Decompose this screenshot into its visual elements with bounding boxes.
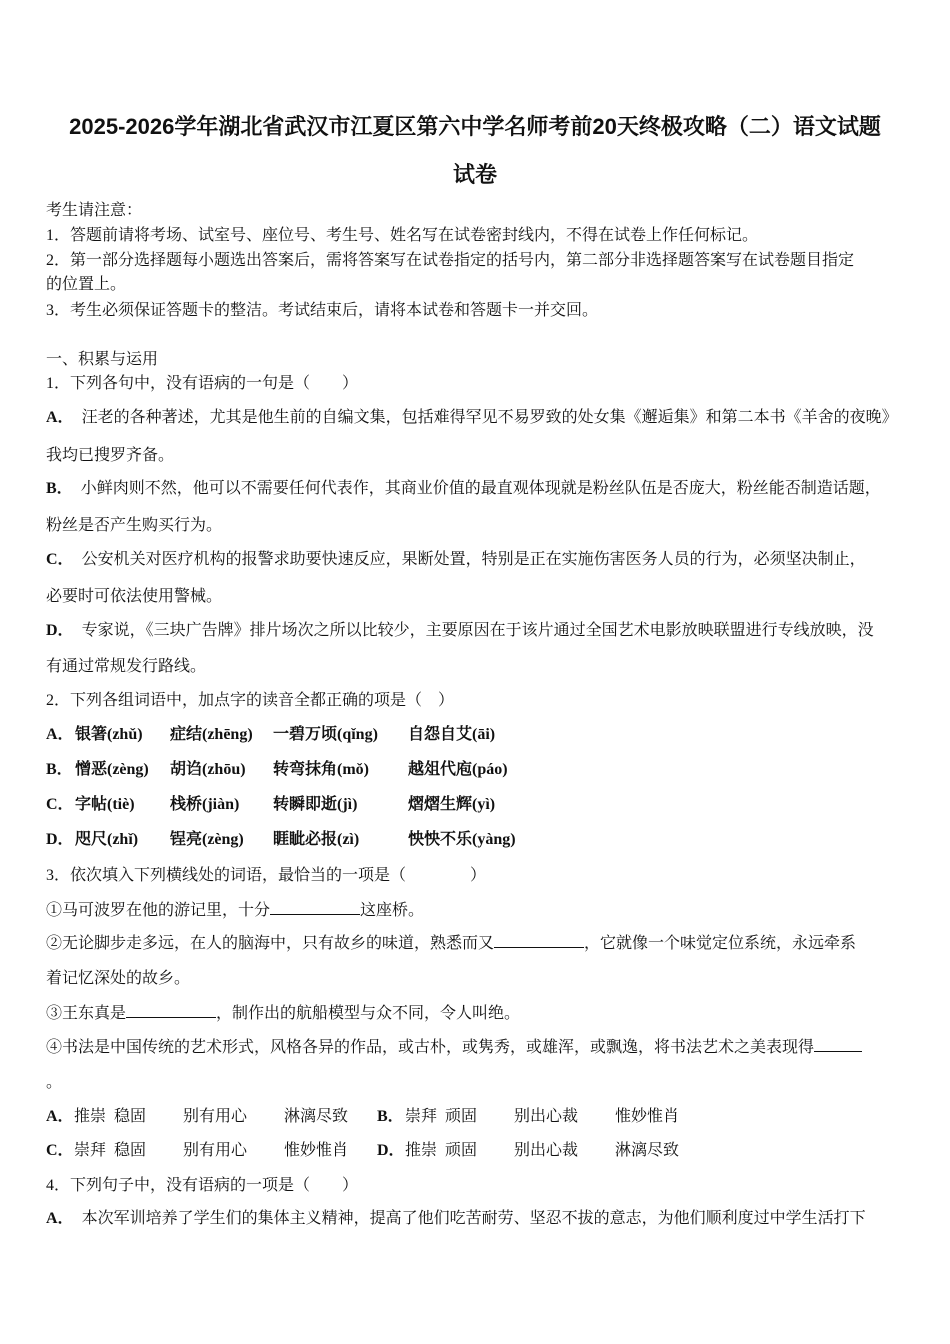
option-label: A． (46, 409, 74, 426)
notice-item: 的位置上。 (46, 276, 127, 293)
word-pinyin: 怏怏不乐(yàng) (408, 831, 516, 848)
option-text: 粉丝是否产生购买行为。 (46, 517, 223, 534)
option-word: 惟妙惟肖 (284, 1142, 349, 1159)
question-stem: 3．依次填入下列横线处的词语，最恰当的一项是（ ） (46, 867, 487, 884)
option-label: D． (46, 622, 74, 639)
question-stem: 2．下列各组词语中，加点字的读音全都正确的项是（ ） (46, 692, 455, 709)
sentence-text: 着记忆深处的故乡。 (46, 970, 191, 987)
option-word: 崇拜 稳固 (74, 1142, 147, 1159)
option-text: 小鲜肉则不然，他可以不需要任何代表作，其商业价值的最直观体现就是粉丝队伍是否庞大，粉丝能否制造话题， (80, 480, 881, 497)
option-word: 别有用心 (183, 1108, 248, 1125)
sentence-text: ①马可波罗在他的游记里，十分 (46, 902, 271, 919)
option-text: 我均已搜罗齐备。 (46, 447, 175, 464)
option-label: C． (46, 796, 74, 813)
option-word: 惟妙惟肖 (615, 1108, 680, 1125)
notice-item: 1．答题前请将考场、试室号、座位号、考生号、姓名写在试卷密封线内，不得在试卷上作任何标记。 (46, 227, 759, 244)
word-pinyin: 转弯抹角(mǒ) (273, 761, 369, 778)
section-heading: 一、积累与运用 (46, 351, 159, 368)
exam-title-cont: 试卷 (452, 162, 497, 187)
word-pinyin: 咫尺(zhǐ) (75, 831, 139, 848)
word-pinyin: 胡诌(zhōu) (170, 761, 246, 778)
q1-option-b (46, 479, 881, 499)
sentence-text: 。 (46, 1074, 63, 1091)
option-label: A． (46, 726, 74, 743)
option-word: 崇拜 顽固 (405, 1108, 478, 1125)
word-pinyin: 锃亮(zèng) (170, 831, 244, 848)
q1-option-a (46, 408, 898, 428)
option-word: 推崇 稳固 (74, 1108, 147, 1125)
option-text: 汪老的各种著述，尤其是他生前的自编文集，包括难得罕见不易罗致的处女集《邂逅集》和第二本书《羊舍的夜晚》 (81, 409, 898, 426)
sentence-text: ②无论脚步走多远，在人的脑海中，只有故乡的味道，熟悉而又 (46, 935, 495, 952)
option-word: 别有用心 (183, 1142, 248, 1159)
option-label: A． (46, 1210, 74, 1227)
exam-title: 2025-2026学年湖北省武汉市江夏区第六中学名师考前20天终极攻略（二）语文试题 (69, 114, 881, 139)
sentence-text: 这座桥。 (360, 902, 425, 919)
notice-heading: 考生请注意： (46, 202, 143, 219)
option-label: B． (46, 761, 73, 778)
sentence-text: ③王东真是 (46, 1005, 127, 1022)
word-pinyin: 憎恶(zèng) (75, 761, 149, 778)
option-label: B． (377, 1108, 404, 1125)
word-pinyin: 自怨自艾(āi) (408, 726, 496, 743)
q4-option-a (46, 1209, 866, 1229)
notice-item: 3．考生必须保证答题卡的整洁。考试结束后，请将本试卷和答题卡一并交回。 (46, 302, 599, 319)
option-word: 淋漓尽致 (284, 1108, 349, 1125)
option-label: C． (46, 1142, 74, 1159)
fill-blank (126, 1003, 216, 1018)
option-label: C． (46, 551, 74, 568)
option-text: 本次军训培养了学生们的集体主义精神，提高了他们吃苦耐劳、坚忍不拔的意志，为他们顺利度过中学生活打下 (81, 1210, 866, 1227)
q3-sentence-2 (46, 933, 856, 954)
word-pinyin: 熠熠生辉(yì) (408, 796, 496, 813)
option-text: 专家说，《三块广告牌》排片场次之所以比较少，主要原因在于该片通过全国艺术电影放映联盟进行专线放映，没 (81, 622, 874, 639)
option-label: D． (46, 831, 74, 848)
word-pinyin: 银箸(zhǔ) (75, 726, 143, 743)
question-stem: 4．下列句子中，没有语病的一项是（ ） (46, 1177, 359, 1194)
q1-option-d (46, 621, 874, 641)
fill-blank (814, 1037, 862, 1052)
option-label: A． (46, 1108, 74, 1125)
option-word: 别出心裁 (514, 1108, 579, 1125)
q3-sentence-3 (46, 1003, 520, 1024)
q3-sentence-1 (46, 900, 424, 921)
word-pinyin: 睚眦必报(zì) (273, 831, 360, 848)
word-pinyin: 转瞬即逝(jì) (273, 796, 358, 813)
word-pinyin: 一碧万顷(qǐng) (273, 726, 378, 743)
word-pinyin: 栈桥(jiàn) (170, 796, 240, 813)
option-label: B． (46, 480, 73, 497)
fill-blank (494, 933, 584, 948)
q1-option-c (46, 550, 866, 570)
option-word: 淋漓尽致 (615, 1142, 680, 1159)
option-text: 有通过常规发行路线。 (46, 658, 207, 675)
q3-sentence-4 (46, 1037, 862, 1058)
sentence-text: ④书法是中国传统的艺术形式，风格各异的作品，或古朴，或隽秀，或雄浑，或飘逸，将书法艺术之美表现得 (46, 1039, 815, 1056)
option-text: 必要时可依法使用警械。 (46, 588, 223, 605)
fill-blank (270, 900, 360, 915)
option-text: 公安机关对医疗机构的报警求助要快速反应，果断处置，特别是正在实施伤害医务人员的行为，必须坚决制止， (81, 551, 866, 568)
option-word: 推崇 顽固 (405, 1142, 478, 1159)
notice-item: 2．第一部分选择题每小题选出答案后，需将答案写在试卷指定的括号内，第二部分非选择题答案写在试卷题目指定 (46, 252, 855, 269)
word-pinyin: 症结(zhēng) (170, 726, 253, 743)
word-pinyin: 字帖(tiè) (75, 796, 135, 813)
word-pinyin: 越俎代庖(páo) (408, 761, 508, 778)
option-label: D． (377, 1142, 405, 1159)
sentence-text: ，制作出的航船模型与众不同，令人叫绝。 (216, 1005, 521, 1022)
option-word: 别出心裁 (514, 1142, 579, 1159)
sentence-text: ，它就像一个味觉定位系统，永远牵系 (584, 935, 857, 952)
question-stem: 1．下列各句中，没有语病的一句是（ ） (46, 375, 359, 392)
